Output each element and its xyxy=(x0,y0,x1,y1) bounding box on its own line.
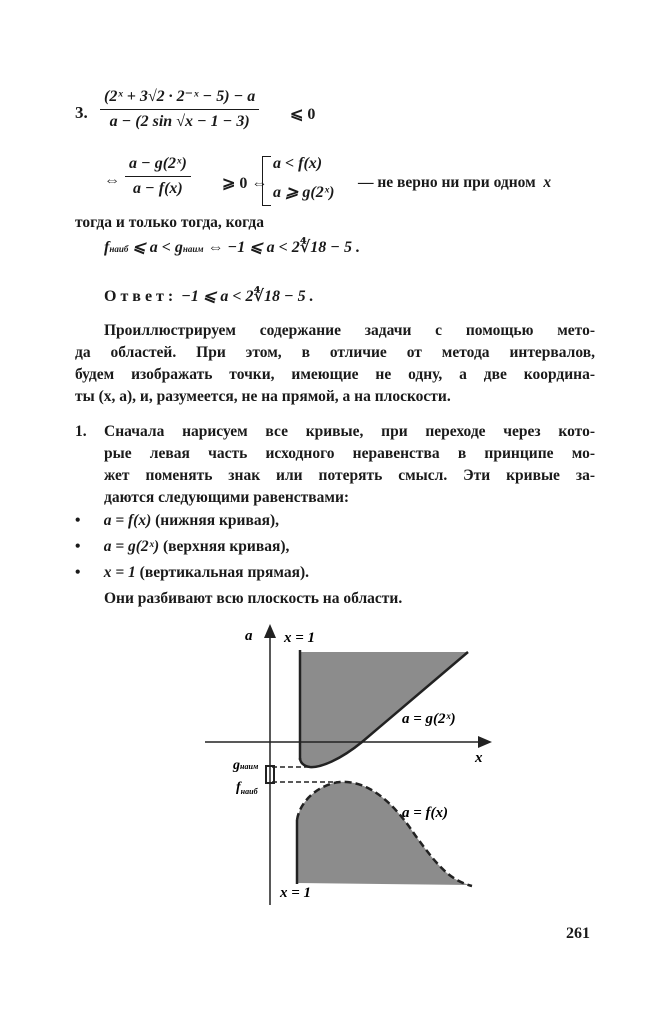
g-subscript: наим xyxy=(182,244,204,254)
x-axis-arrow xyxy=(478,736,492,748)
system-line-1: a < f(x) xyxy=(273,155,323,172)
bullet-text: (верхняя кривая), xyxy=(159,538,290,555)
condition-rest: ⇔ −1 ⩽ a < 2∜18 − 5 . xyxy=(203,239,360,256)
paragraph-line: ты (x, a), и, разумеется, не на прямой, а на плоскости. xyxy=(75,388,451,405)
upper-region xyxy=(300,652,468,767)
system-note-text: — не верно ни при одном xyxy=(358,174,536,191)
condition-text: тогда и только тогда, когда xyxy=(75,214,264,231)
g-sub: наим xyxy=(240,762,259,771)
y-axis-label: a xyxy=(245,628,253,644)
answer-value: −1 ⩽ a < 2∜18 − 5 . xyxy=(181,288,314,305)
bullet-formula: a = f(x) xyxy=(103,512,152,529)
equivalence-sign: ⇔ xyxy=(104,172,120,189)
second-relation: ⩾ 0 ⇔ xyxy=(222,175,268,192)
system-note-var: x xyxy=(543,174,552,191)
main-numerator: (2ˣ + 3√2 · 2⁻ˣ − 5) − a xyxy=(100,86,259,110)
closing-line: Они разбивают всю плоскость на области. xyxy=(104,590,403,607)
answer-label: О т в е т : xyxy=(104,288,174,305)
main-relation: ⩽ 0 xyxy=(290,106,316,123)
step-line: жет поменять знак или потерять смысл. Эти кривые за- xyxy=(104,467,595,484)
bullet-item: • x = 1 (вертикальная прямая). xyxy=(75,564,310,581)
upper-curve-label: a = g(2ˣ) xyxy=(402,711,456,727)
page-number: 261 xyxy=(566,925,590,942)
step-number: 1. xyxy=(75,423,87,440)
f-symbol: f xyxy=(104,239,110,256)
top-line-label: x = 1 xyxy=(284,630,316,646)
f-sub: наиб xyxy=(240,787,258,796)
f-label: f xyxy=(236,780,241,795)
bullet-formula: a = g(2ˣ) xyxy=(103,538,160,555)
step-line: Сначала нарисуем все кривые, при переходе через кото- xyxy=(104,423,595,440)
g-min-label xyxy=(232,758,259,773)
paragraph-line: будем изображать точки, имеющие не одну, а две координа- xyxy=(75,366,595,383)
bullet-text: (нижняя кривая), xyxy=(151,512,280,529)
condition-mid: ⩽ a < g xyxy=(128,239,183,256)
lower-curve-label: a = f(x) xyxy=(402,805,449,821)
bullet-item: • a = f(x) (нижняя кривая), xyxy=(75,512,280,529)
step-line: рые левая часть исходного неравенства в принципе мо- xyxy=(104,445,595,462)
paragraph-line: да областей. При этом, в отличие от метода интервалов, xyxy=(75,344,595,361)
bottom-line-label: x = 1 xyxy=(280,885,312,901)
main-denominator: a − (2 sin √x − 1 − 3) xyxy=(109,113,250,130)
x-axis-label: x xyxy=(475,750,483,766)
problem-number: 3. xyxy=(75,103,88,122)
bullet-text: (вертикальная прямая). xyxy=(135,564,310,581)
g-label: g xyxy=(233,758,240,773)
second-denominator: a − f(x) xyxy=(133,180,183,197)
f-max-label xyxy=(236,780,259,796)
paragraph-line: Проиллюстрируем содержание задачи с помощью мето- xyxy=(104,322,595,339)
f-subscript: наиб xyxy=(109,244,129,254)
second-numerator: a − g(2ˣ) xyxy=(125,155,191,177)
step-line: даются следующими равенствами: xyxy=(104,489,350,506)
bullet-item: • a = g(2ˣ) (верхняя кривая), xyxy=(75,538,290,555)
system-line-2: a ⩾ g(2ˣ) xyxy=(273,184,335,201)
y-axis-arrow xyxy=(264,624,276,638)
bullet-formula: x = 1 xyxy=(103,564,136,581)
